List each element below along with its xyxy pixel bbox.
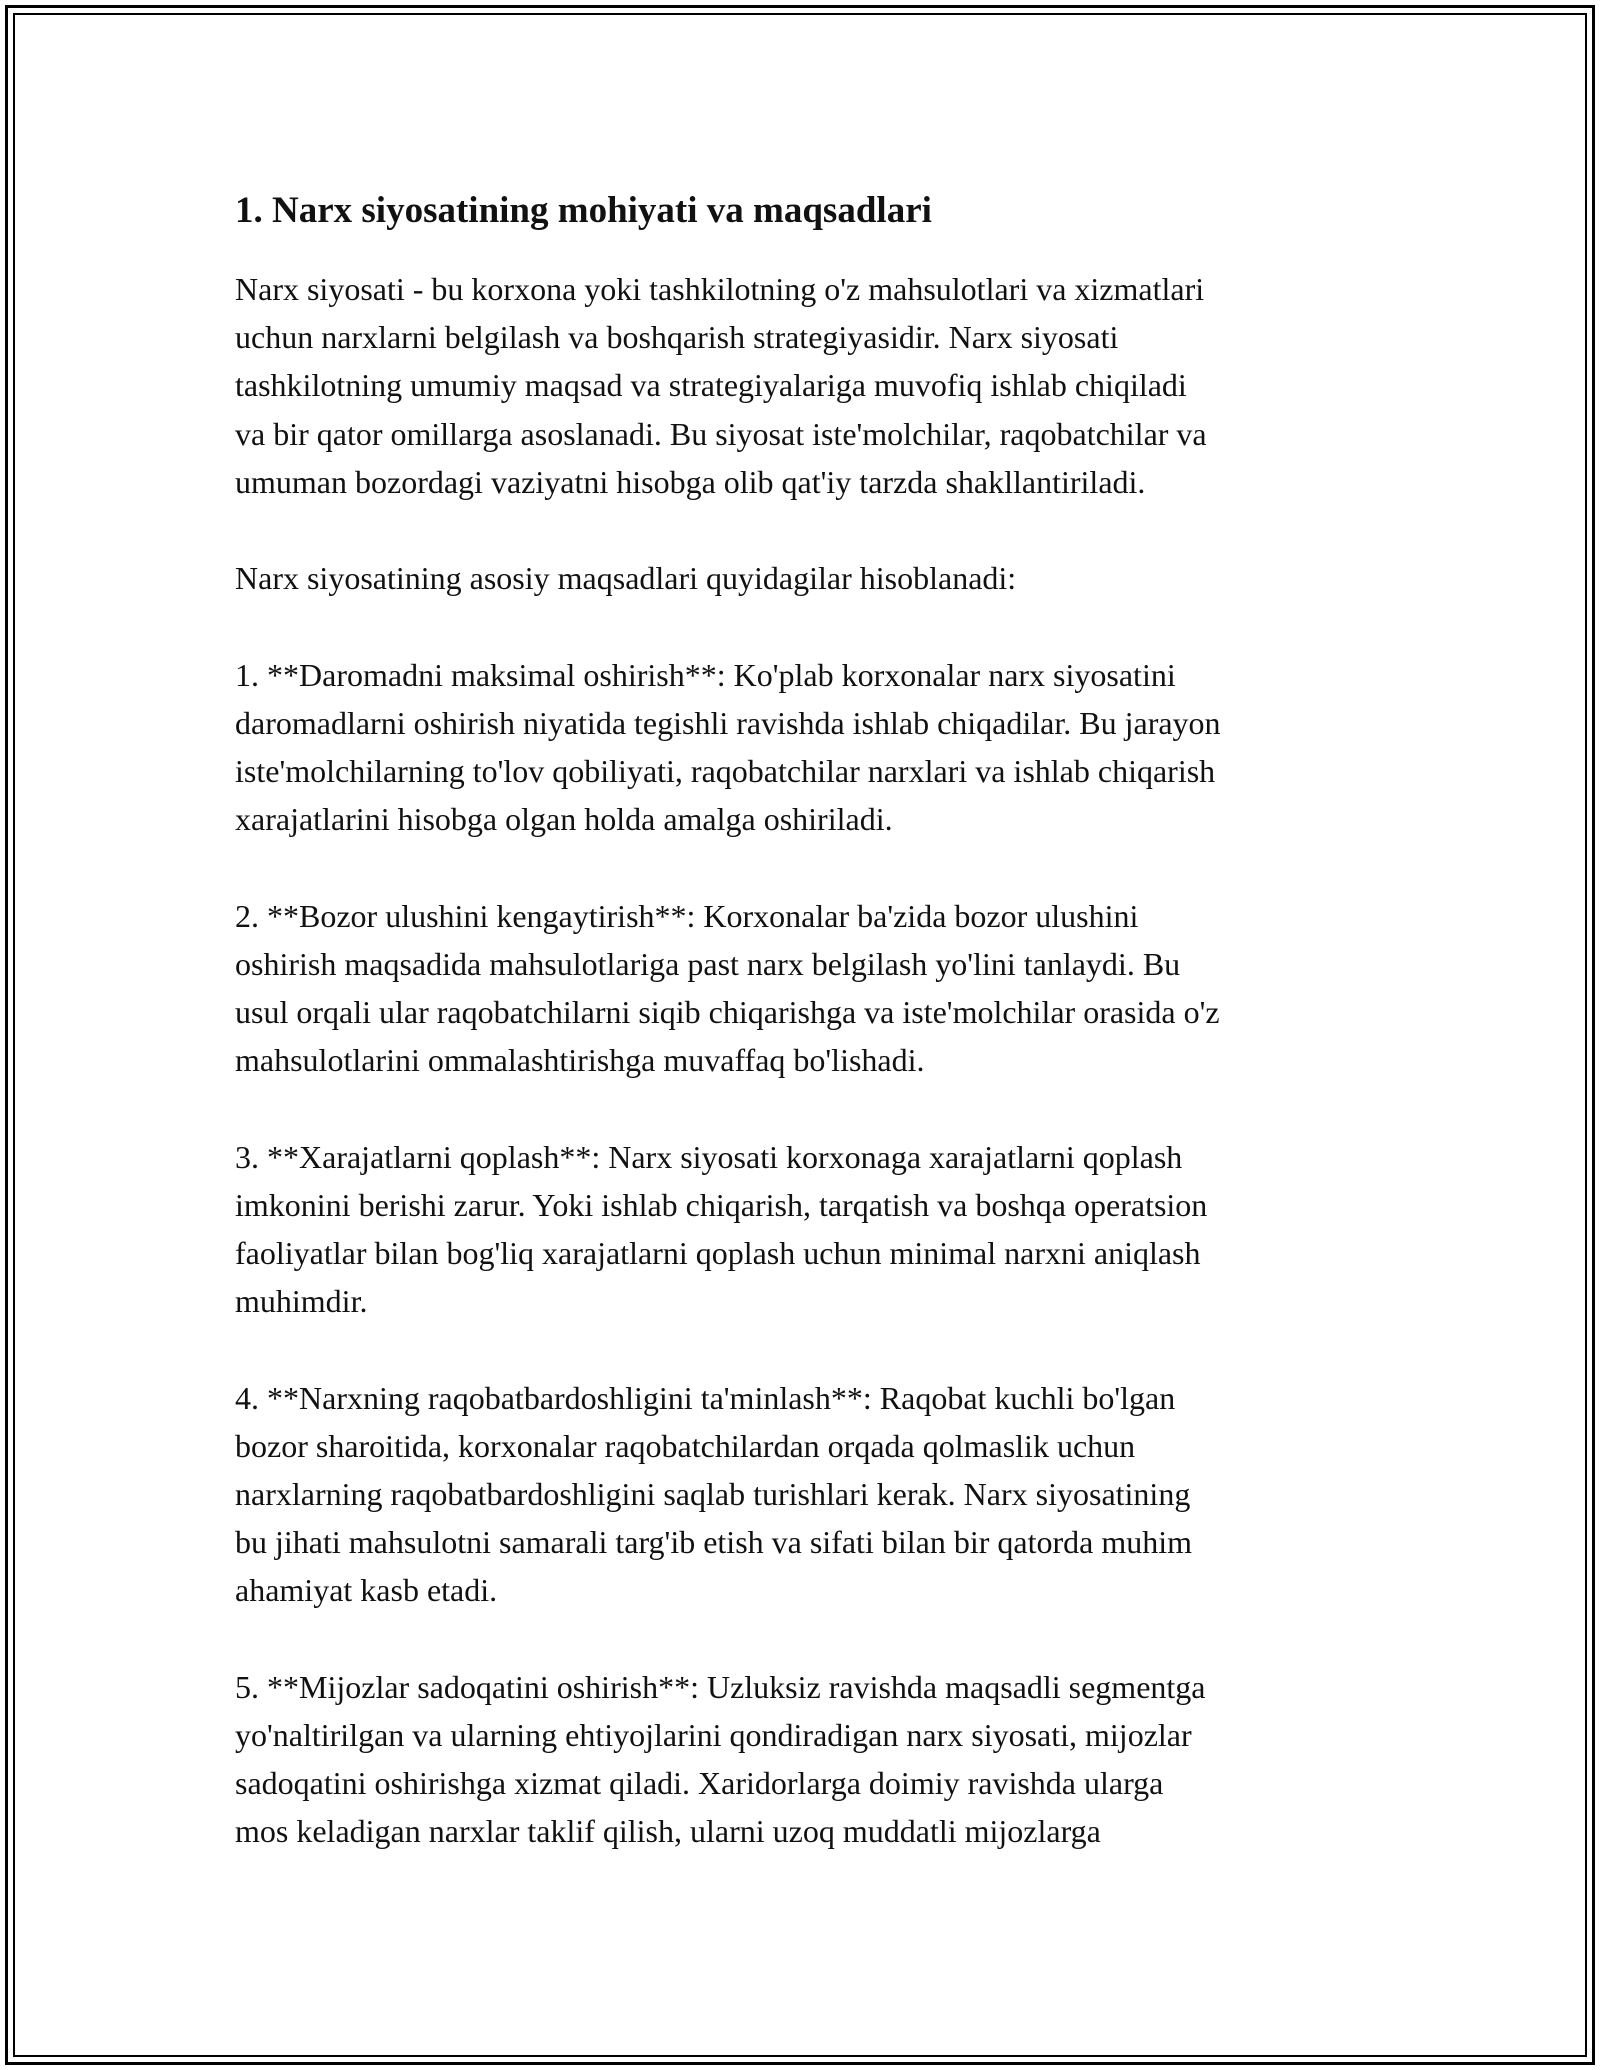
goals-lead-paragraph: Narx siyosatining asosiy maqsadlari quyidagilar hisoblanadi: (235, 560, 1017, 597)
document-body (235, 187, 1375, 1904)
document-title: 1. Narx siyosatining mohiyati va maqsadlari (235, 190, 932, 231)
goal-item-3: 3. **Xarajatlarni qoplash**: Narx siyosati korxonaga xarajatlarni qoplash imkonini berishi zarur. Yoki ishlab chiqarish, tarqatish va boshqa operatsion faoliyatlar bilan bog'liq xarajatlarni qoplash uchun minimal narxni aniqlash muhimdir. (235, 1138, 1208, 1320)
intro-paragraph: Narx siyosati - bu korxona yoki tashkilotning o'z mahsulotlari va xizmatlari uchun narxlarni belgilash va boshqarish strategiyasidir. Narx siyosati tashkilotning umumiy maqsad va strategiyalariga muvofiq ishlab chiqiladi va bir qator omillarga asoslanadi. Bu siyosat iste'molchilar, raqobatchilar va umuman bozordagi vaziyatni hisobga olib qat'iy tarzda shakllantiriladi. (235, 271, 1207, 500)
goal-item-1: 1. **Daromadni maksimal oshirish**: Ko'plab korxonalar narx siyosatini daromadlarni oshirish niyatida tegishli ravishda ishlab chiqadilar. Bu jarayon iste'molchilarning to'lov qobiliyati, raqobatchilar narxlari va ishlab chiqarish xarajatlarini hisobga olgan holda amalga oshiriladi. (235, 656, 1221, 838)
goal-item-2: 2. **Bozor ulushini kengaytirish**: Korxonalar ba'zida bozor ulushini oshirish maqsadida mahsulotlariga past narx belgilash yo'lini tanlaydi. Bu usul orqali ular raqobatchilarni siqib chiqarishga va iste'molchilar orasida o'z mahsulotlarini ommalashtirishga muvaffaq bo'lishadi. (235, 897, 1220, 1079)
goal-item-5: 5. **Mijozlar sadoqatini oshirish**: Uzluksiz ravishda maqsadli segmentga yo'naltirilgan va ularning ehtiyojlarini qondiradigan narx siyosati, mijozlar sadoqatini oshirishga xizmat qiladi. Xaridorlarga doimiy ravishda ularga mos keladigan narxlar taklif qilish, ularni uzoq muddatli mijozlarga (235, 1668, 1206, 1850)
goal-item-4: 4. **Narxning raqobatbardoshligini ta'minlash**: Raqobat kuchli bo'lgan bozor sharoitida, korxonalar raqobatchilardan orqada qolmaslik uchun narxlarning raqobatbardoshligini saqlab turishlari kerak. Narx siyosatining bu jihati mahsulotni samarali targ'ib etish va sifati bilan bir qatorda muhim ahamiyat kasb etadi. (235, 1379, 1192, 1609)
